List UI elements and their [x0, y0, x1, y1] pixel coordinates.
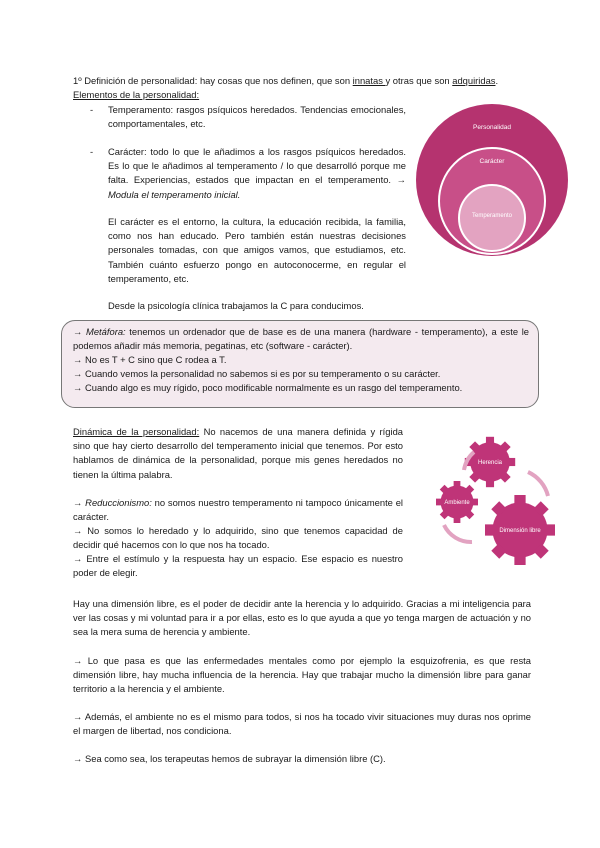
section-1-title: [73, 74, 533, 88]
caracter-item: [108, 145, 406, 202]
heredado-paragraph: → No somos lo heredado y lo adquirido, sino que tenemos capacidad de decidir qué hacemos con lo que nos ha tocado.: [73, 525, 403, 551]
ambiente-paragraph: → Además, el ambiente no es el mismo para todos, si nos ha tocado vivir situaciones muy duras nos oprime el margen de libertad, nos condiciona.: [73, 711, 531, 737]
dinamica-title: Dinámica de la personalidad:: [73, 426, 200, 437]
gear-arrow: [444, 525, 472, 542]
herencia-label: Herencia: [477, 460, 503, 466]
title-text-mid: y otras que son: [385, 75, 453, 86]
box-metafora: Metáfora:: [86, 326, 126, 337]
ambiente-label: Ambiente: [444, 500, 470, 506]
caracter-text: Carácter: todo lo que le añadimos a los rasgos psíquicos heredados. Es lo que le añadimos al temperamento / lo que desarrolló porque me falta. Experiencias, estados que impactan en el temperamento.: [108, 146, 406, 186]
adquiridas-word: adquiridas: [452, 75, 496, 86]
reduccionismo-arrow: →: [73, 497, 86, 508]
caracter-italic: → Modula el temperamento inicial.: [108, 174, 406, 200]
gear-arrow: [528, 472, 548, 496]
reduccionismo-paragraph: [73, 496, 403, 524]
box-arrow: →: [73, 326, 87, 337]
middle-circle-label: Carácter: [479, 158, 505, 165]
title-end: .: [495, 75, 499, 86]
terapeutas-paragraph: → Sea como sea, los terapeutas hemos de subrayar la dimensión libre (C).: [73, 753, 386, 764]
temperamento-item: Temperamento: rasgos psíquicos heredados. Tendencias emocionales, comportamentales, etc.: [108, 104, 406, 130]
reduccionismo-label: Reduccionismo:: [85, 497, 152, 508]
bullet-dash: -: [90, 146, 94, 157]
dinamica-text: No nacemos de una manera definida y rígida sino que hay cierto desarrollo del temperamento inicial que tenemos. Por esto hablamos de dinámica de la personalidad, porque mis genes heredados no tienen la última palabra.: [73, 426, 404, 480]
caracter-paragraph-2: El carácter es el entorno, la cultura, la educación recibida, la familia, como nos han educado. Pero también están nuestras decisiones personales tomadas, con que amigos vamos, que estudiamos, etc. También cuánto esfuerzo pongo en autoconocerme, en regular el temperamento, etc.: [108, 216, 406, 284]
box-line-1: [73, 325, 529, 353]
estimulo-paragraph: → Entre el estímulo y la respuesta hay un espacio. Ese espacio es nuestro poder de elegir.: [73, 553, 403, 579]
dimension-libre-label: Dimensión libre: [499, 528, 541, 534]
box-line-4: → Cuando algo es muy rígido, poco modificable normalmente es un rasgo del temperamento.: [73, 382, 463, 393]
box-line-2: → No es T + C sino que C rodea a T.: [73, 354, 227, 365]
box-line-1-text: tenemos un ordenador que de base es de una manera (hardware - temperamento), a este le podemos añadir más memoria, pegatinas, etc (software - carácter).: [73, 326, 529, 352]
inner-circle-label: Temperamento: [471, 213, 513, 219]
personality-circles-diagram: [414, 102, 570, 258]
dimension-libre-paragraph: Hay una dimensión libre, es el poder de decidir ante la herencia y lo adquirido. Gracias a mi inteligencia para ver las cosas y mi voluntad para ir a por ellas, esto es lo que ayuda a que yo tenga margen de actuación y no sea la mera suma de herencia y ambiente.: [73, 598, 531, 638]
reduccionismo-text: no somos nuestro temperamento ni tampoco únicamente el carácter.: [73, 497, 403, 523]
title-text: 1º Definición de personalidad: hay cosas que nos definen, que son: [73, 75, 353, 86]
innatas-word: innatas: [352, 75, 386, 86]
outer-circle-label: Personalidad: [473, 124, 511, 131]
enfermedades-paragraph: → Lo que pasa es que las enfermedades mentales como por ejemplo la esquizofrenia, es que resta dimensión libre, hay mucha influencia de la herencia. Hay que trabajar mucho la dimensión libre para ganar territorio a la herencia y el ambiente.: [73, 655, 531, 695]
dinamica-paragraph: [73, 425, 403, 482]
box-line-3: → Cuando vemos la personalidad no sabemos si es por su temperamento o su carácter.: [73, 368, 441, 379]
caracter-paragraph-3: Desde la psicología clínica trabajamos la C para conducimos.: [108, 300, 364, 311]
bullet-dash: -: [90, 104, 94, 115]
elements-subtitle: Elementos de la personalidad:: [73, 89, 200, 100]
gears-diagram: [424, 430, 574, 580]
